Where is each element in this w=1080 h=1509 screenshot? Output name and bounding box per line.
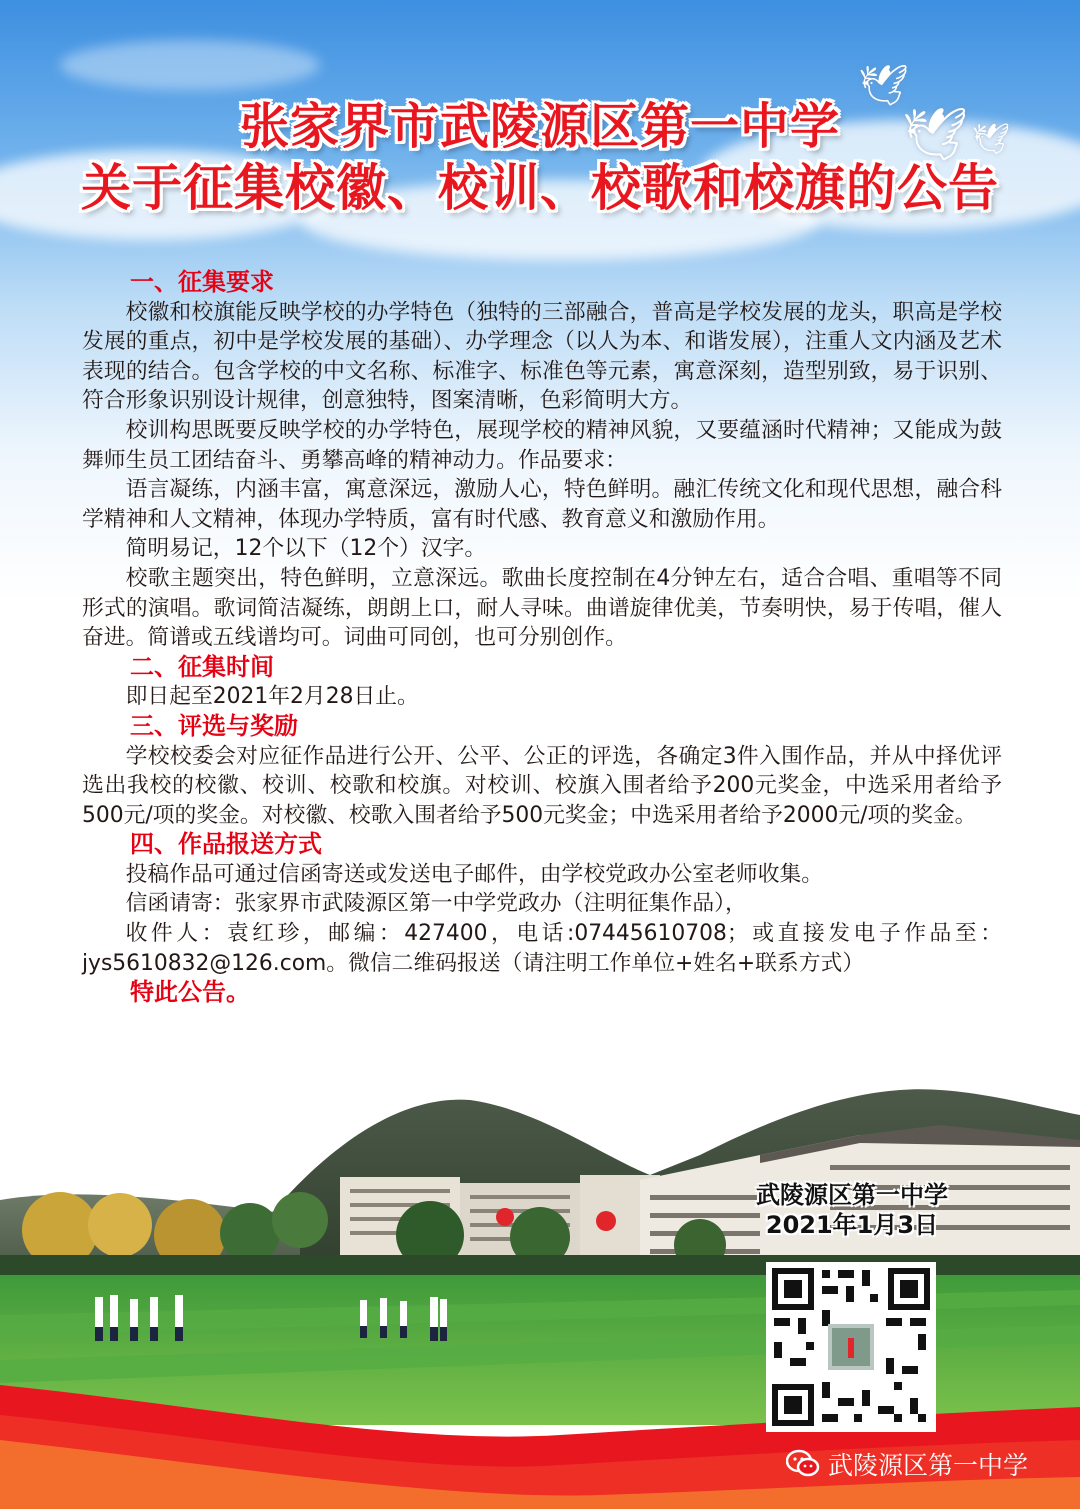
paragraph: 投稿作品可通过信函寄送或发送电子邮件，由学校党政办公室老师收集。: [125, 861, 824, 887]
paragraph: 即日起至2021年2月28日止。: [125, 684, 419, 710]
paragraph: 收件人：袁红珍，邮编：427400，电话:07445610708；或直接发电子作品至：jys5610832@126.com。微信二维码报送（请注明工作单位+姓名+联系方式）: [82, 921, 1002, 976]
wechat-icon: [786, 1449, 820, 1479]
qr-code-icon: [766, 1262, 936, 1432]
paragraph: 学校校委会对应征作品进行公开、公平、公正的评选，各确定3件入围作品，并从中择优评选出我校的校徽、校训、校歌和校旗。对校训、校旗入围者给予200元奖金，中选采用者给予500元/项的奖金。对校徽、校歌入围者给予500元奖金；中选采用者给予2000元/项的奖金。: [82, 743, 1002, 828]
section-heading: 二、征集时间: [130, 652, 274, 681]
paragraph: 语言凝练，内涵丰富，寓意深远，激励人心，特色鲜明。融汇传统文化和现代思想，融合科学精神和人文精神，体现办学特质，富有时代感、教育意义和激励作用。: [82, 477, 1002, 532]
dove-icon: 🕊: [972, 122, 1011, 157]
dove-icon: 🕊: [858, 63, 909, 109]
dove-icon: 🕊: [902, 105, 969, 165]
section-heading: 四、作品报送方式: [130, 830, 322, 859]
title-line-1: 张家界市武陵源区第一中学: [239, 98, 840, 155]
paragraph: 信函请寄：张家界市武陵源区第一中学党政办（注明征集作品），: [125, 891, 747, 917]
closing-remark: 特此公告。: [130, 978, 250, 1007]
qr-code: [766, 1262, 936, 1432]
section-heading: 三、评选与奖励: [130, 711, 298, 740]
paragraph: 校歌主题突出，特色鲜明，立意深远。歌曲长度控制在4分钟左右，适合合唱、重唱等不同形式的演唱。歌词简洁凝练，朗朗上口，耐人寻味。曲谱旋律优美，节奏明快，易于传唱，催人奋进。简谱或五线谱均可。词曲可同创，也可分别创作。: [82, 565, 1002, 651]
paragraph: 校徽和校旗能反映学校的办学特色（独特的三部融合，普高是学校发展的龙头，职高是学校发展的重点，初中是学校发展的基础）、办学理念（以人为本、和谐发展），注重人文内涵及艺术表现的结合。包含学校的中文名称、标准字、标准色等元素，寓意深刻，造型别致，易于识别、符合形象识别设计规律，创意独特，图案清晰，色彩简明大方。: [82, 299, 1002, 414]
signature-school: 武陵源区第一中学: [756, 1181, 948, 1209]
signature-block: [742, 1180, 962, 1240]
signature-date: 2021年1月3日: [765, 1211, 939, 1239]
paragraph: 简明易记，12个以下（12个）汉字。: [125, 536, 487, 562]
paragraph: 校训构思既要反映学校的办学特色，展现学校的精神风貌，又要蕴涵时代精神；又能成为鼓舞师生员工团结奋斗、勇攀高峰的精神动力。作品要求：: [82, 417, 1002, 473]
announcement-body: [82, 268, 1002, 1008]
title-line-2: 关于征集校徽、校训、校歌和校旗的公告: [81, 159, 999, 217]
section-heading: 一、征集要求: [130, 268, 274, 296]
footer-account: [786, 1446, 1028, 1482]
cloud: [60, 40, 320, 90]
footer-account-name: 武陵源区第一中学: [828, 1451, 1029, 1480]
